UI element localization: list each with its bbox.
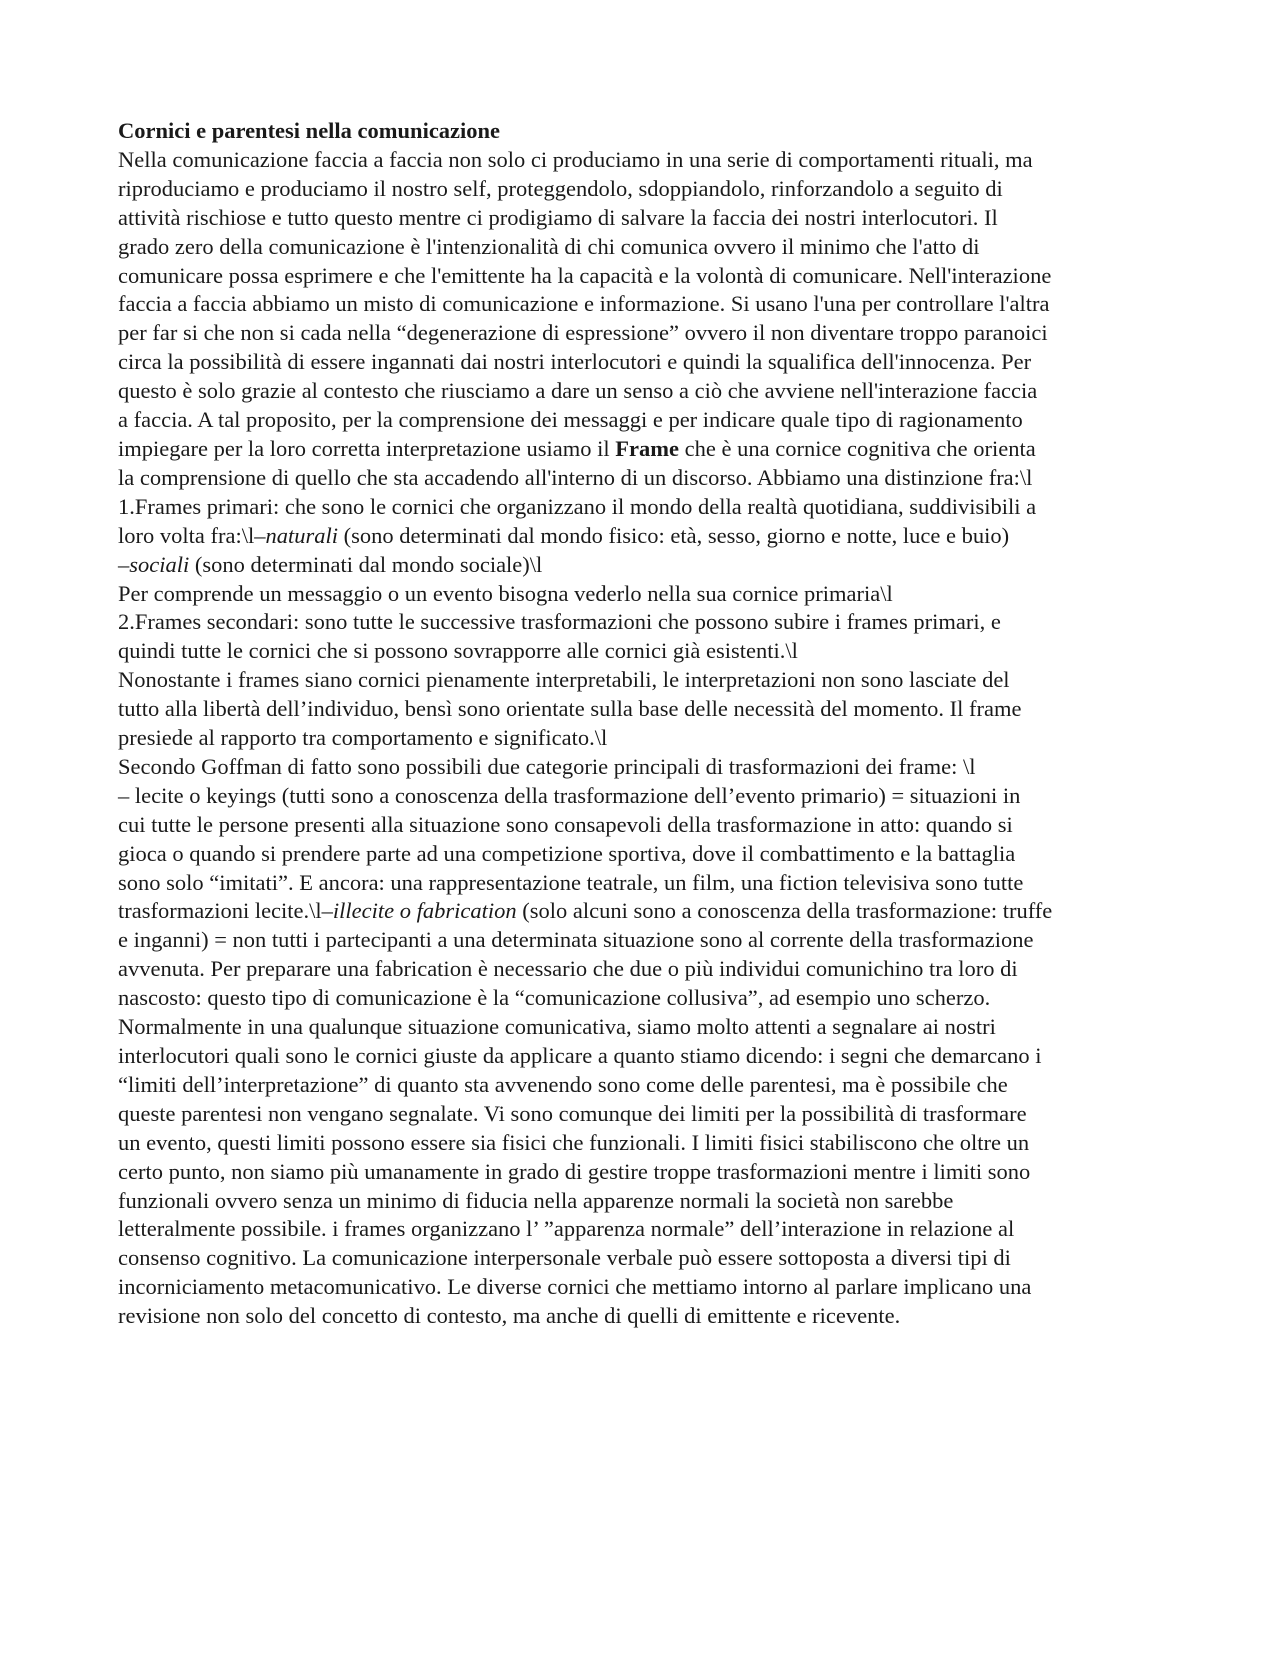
- text-line: avvenuta. Per preparare una fabrication è necessario che due o più individui comunichino tra loro di: [118, 956, 1018, 982]
- text-line: presiede al rapporto tra comportamento e significato.\l: [118, 725, 608, 751]
- text-line: nascosto: questo tipo di comunicazione è la “comunicazione collusiva”, ad esempio uno scherzo.: [118, 985, 991, 1011]
- text-line: un evento, questi limiti possono essere sia fisici che funzionali. I limiti fisici stabiliscono che oltre un: [118, 1129, 1030, 1155]
- text-line: Nella comunicazione faccia a faccia non solo ci produciamo in una serie di comportamenti rituali, ma: [118, 146, 1033, 172]
- text-line: comunicare possa esprimere e che l'emittente ha la capacità e la volontà di comunicare. Nell'interazione: [118, 262, 1052, 288]
- text-line: Per comprende un messaggio o un evento bisogna vederlo nella sua cornice primaria\l: [118, 580, 893, 606]
- text-line: attività rischiose e tutto questo mentre ci prodigiamo di salvare la faccia dei nostri interlocutori. Il: [118, 204, 998, 230]
- text-line: incorniciamento metacomunicativo. Le diverse cornici che mettiamo intorno al parlare implicano una: [118, 1274, 1032, 1300]
- text-line: letteralmente possibile. i frames organizzano l’ ”apparenza normale” dell’interazione in relazione al: [118, 1216, 1015, 1242]
- text-line-illecite: [118, 897, 1178, 926]
- text-line: questo è solo grazie al contesto che riusciamo a dare un senso a ciò che avviene nell'interazione faccia: [118, 378, 1038, 404]
- text-line: cui tutte le persone presenti alla situazione sono consapevoli della trasformazione in atto: quando si: [118, 811, 1013, 837]
- text-span: –: [118, 551, 130, 577]
- text-line: gioca o quando si prendere parte ad una competizione sportiva, dove il combattimento e la battaglia: [118, 840, 1016, 866]
- text-span: impiegare per la loro corretta interpretazione usiamo il: [118, 435, 616, 461]
- text-line: grado zero della comunicazione è l'intenzionalità di chi comunica ovvero il minimo che l'atto di: [118, 233, 980, 259]
- document-title: Cornici e parentesi nella comunicazione: [118, 118, 501, 143]
- sociali-term: sociali: [129, 551, 190, 577]
- text-line: Nonostante i frames siano cornici pienamente interpretabili, le interpretazioni non sono lasciate del: [118, 667, 1010, 693]
- text-line: revisione non solo del concetto di contesto, ma anche di quelli di emittente e ricevente.: [118, 1303, 901, 1329]
- text-span: loro volta fra:\l–: [118, 522, 266, 548]
- text-line: la comprensione di quello che sta accadendo all'interno di un discorso. Abbiamo una distinzione fra:\l: [118, 464, 1033, 490]
- text-line: Normalmente in una qualunque situazione comunicativa, siamo molto attenti a segnalare ai nostri: [118, 1014, 996, 1040]
- text-span: (sono determinati dal mondo sociale)\l: [189, 551, 543, 577]
- text-line: e inganni) = non tutti i partecipanti a una determinata situazione sono al corrente della trasformazione: [118, 927, 1034, 953]
- text-line-frame: [118, 435, 1178, 464]
- text-span: trasformazioni lecite.\l–: [118, 898, 333, 924]
- text-span: che è una cornice cognitiva che orienta: [679, 435, 1036, 461]
- text-line: queste parentesi non vengano segnalate. Vi sono comunque dei limiti per la possibilità di trasformare: [118, 1100, 1027, 1126]
- text-line: faccia a faccia abbiamo un misto di comunicazione e informazione. Si usano l'una per controllare l'altra: [118, 291, 1050, 317]
- document-page: [118, 117, 1178, 1331]
- text-line: – lecite o keyings (tutti sono a conoscenza della trasformazione dell’evento primario) = situazioni in: [118, 782, 1021, 808]
- text-line: a faccia. A tal proposito, per la comprensione dei messaggi e per indicare quale tipo di ragionamento: [118, 407, 1023, 433]
- text-line: certo punto, non siamo più umanamente in grado di gestire troppe trasformazioni mentre i limiti sono: [118, 1158, 1031, 1184]
- naturali-term: naturali: [265, 522, 338, 548]
- text-line: tutto alla libertà dell’individuo, bensì sono orientate sulla base delle necessità del momento. Il frame: [118, 696, 1022, 722]
- text-line: riproduciamo e produciamo il nostro self, proteggendolo, sdoppiandolo, rinforzandolo a seguito di: [118, 175, 1003, 201]
- illecite-term: illecite o fabrication: [332, 898, 517, 924]
- text-line-naturali: [118, 522, 1178, 551]
- text-span: (sono determinati dal mondo fisico: età, sesso, giorno e notte, luce e buio): [337, 522, 1010, 548]
- text-line: 1.Frames primari: che sono le cornici che organizzano il mondo della realtà quotidiana, suddivisibili a: [118, 493, 1037, 519]
- text-line: Secondo Goffman di fatto sono possibili due categorie principali di trasformazioni dei frame: \l: [118, 753, 976, 779]
- text-line: per far si che non si cada nella “degenerazione di espressione” ovvero il non diventare troppo paranoici: [118, 320, 1048, 346]
- text-line: quindi tutte le cornici che si possono sovrapporre alle cornici già esistenti.\l: [118, 638, 798, 664]
- text-line: funzionali ovvero senza un minimo di fiducia nella apparenze normali la società non sarebbe: [118, 1187, 954, 1213]
- text-line: consenso cognitivo. La comunicazione interpersonale verbale può essere sottoposta a diversi tipi di: [118, 1245, 1011, 1271]
- text-line: sono solo “imitati”. E ancora: una rappresentazione teatrale, un film, una fiction televisiva sono tutte: [118, 869, 1024, 895]
- text-span: (solo alcuni sono a conoscenza della trasformazione: truffe: [516, 898, 1053, 924]
- frame-term: Frame: [615, 435, 680, 461]
- text-line: interlocutori quali sono le cornici giuste da applicare a quanto stiamo dicendo: i segni che demarcano i: [118, 1043, 1042, 1068]
- text-line: circa la possibilità di essere ingannati dai nostri interlocutori e quindi la squalifica dell'innocenza. Per: [118, 349, 1032, 375]
- text-line-sociali: [118, 551, 1178, 580]
- text-line: 2.Frames secondari: sono tutte le successive trasformazioni che possono subire i frames primari, e: [118, 609, 1001, 635]
- text-line: “limiti dell’interpretazione” di quanto sta avvenendo sono come delle parentesi, ma è possibile che: [118, 1071, 1008, 1097]
